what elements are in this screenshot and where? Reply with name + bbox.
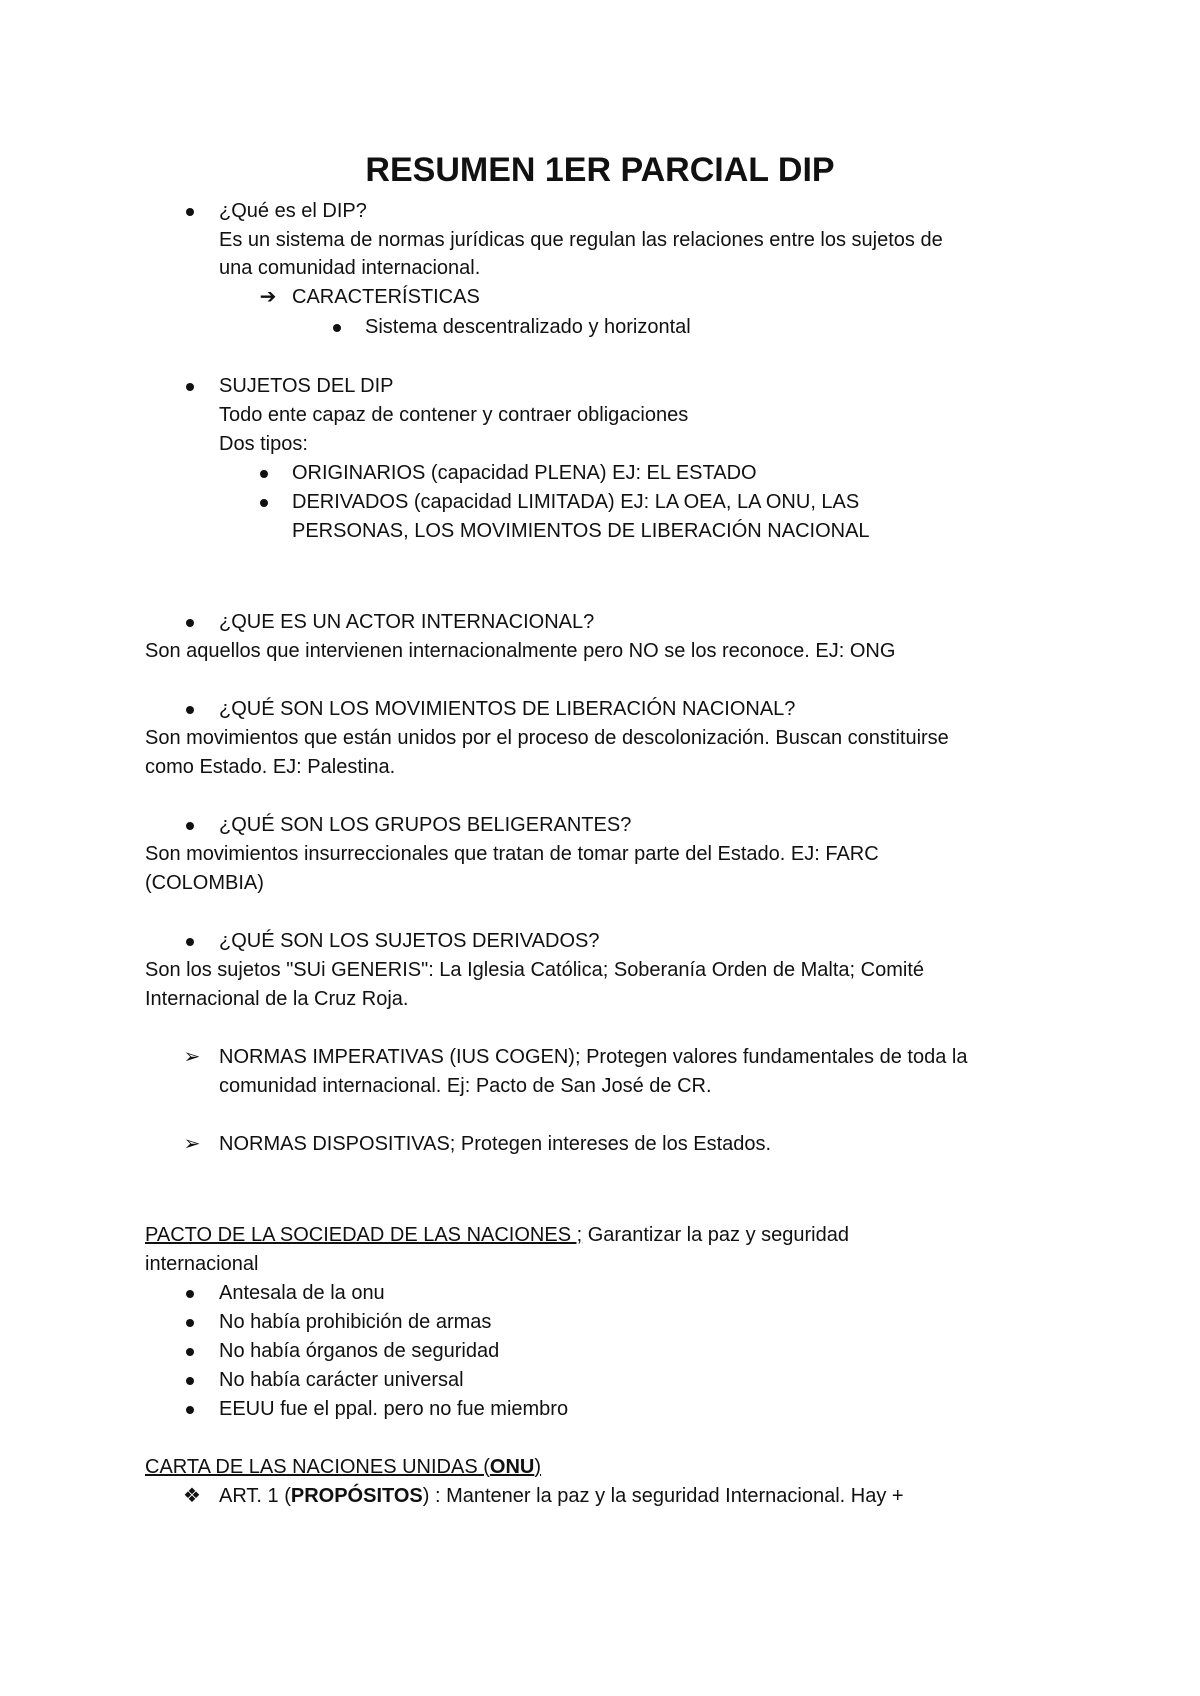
derivados-definition-line-1: Son los sujetos "SUi GENERIS": La Iglesia Católica; Soberanía Orden de Malta; Comité: [145, 959, 925, 981]
pacto-item: EEUU fue el ppal. pero no fue miembro: [219, 1398, 569, 1420]
sujetos-heading: SUJETOS DEL DIP: [219, 375, 394, 397]
mln-definition-line-2: como Estado. EJ: Palestina.: [145, 756, 396, 778]
bullet-dot: [260, 499, 268, 507]
bullet-dot: [186, 208, 194, 216]
bullet-dot: [186, 1319, 194, 1327]
arrowhead-bullet-icon: ➢: [183, 1133, 201, 1155]
mln-definition-line-1: Son movimientos que están unidos por el proceso de descolonización. Buscan constituirse: [145, 727, 949, 749]
bullet-dot: [186, 1377, 194, 1385]
pacto-description: Garantizar la paz y seguridad: [582, 1224, 849, 1246]
beligerantes-definition-line-1: Son movimientos insurreccionales que tratan de tomar parte del Estado. EJ: FARC: [145, 843, 879, 865]
art1-line: [219, 1482, 904, 1511]
pacto-item: No había carácter universal: [219, 1369, 464, 1391]
derivados-item-line-2: PERSONAS, LOS MOVIMIENTOS DE LIBERACIÓN NACIONAL: [292, 520, 870, 542]
pacto-line-1: [145, 1221, 849, 1250]
bullet-dot: [186, 1348, 194, 1356]
originarios-item: ORIGINARIOS (capacidad PLENA) EJ: EL ESTADO: [292, 462, 757, 484]
carta-heading-onu: ONU: [489, 1456, 535, 1478]
bullet-dot: [260, 470, 268, 478]
pacto-item: No había prohibición de armas: [219, 1311, 492, 1333]
bullet-dot: [186, 619, 194, 627]
question-beligerantes: ¿QUÉ SON LOS GRUPOS BELIGERANTES?: [219, 814, 632, 836]
bullet-dot: [186, 822, 194, 830]
pacto-item: No había órganos de seguridad: [219, 1340, 500, 1362]
dos-tipos-label: Dos tipos:: [219, 433, 308, 455]
arrow-bullet-icon: ➔: [259, 286, 277, 308]
beligerantes-definition-line-2: (COLOMBIA): [145, 872, 264, 894]
carta-heading-text: CARTA DE LAS NACIONES UNIDAS (: [145, 1456, 490, 1478]
dip-definition-line-2: una comunidad internacional.: [219, 257, 481, 279]
question-dip: ¿Qué es el DIP?: [219, 200, 367, 222]
bullet-dot: [186, 1406, 194, 1414]
bullet-dot: [333, 324, 341, 332]
sujetos-definition: Todo ente capaz de contener y contraer obligaciones: [219, 404, 689, 426]
question-derivados: ¿QUÉ SON LOS SUJETOS DERIVADOS?: [219, 930, 600, 952]
pacto-item: Antesala de la onu: [219, 1282, 385, 1304]
caracteristicas-item: Sistema descentralizado y horizontal: [365, 316, 691, 338]
carta-heading: [145, 1453, 541, 1482]
bullet-dot: [186, 706, 194, 714]
question-mln: ¿QUÉ SON LOS MOVIMIENTOS DE LIBERACIÓN NACIONAL?: [219, 698, 796, 720]
question-actor: ¿QUE ES UN ACTOR INTERNACIONAL?: [219, 611, 595, 633]
actor-definition: Son aquellos que intervienen internacionalmente pero NO se los reconoce. EJ: ONG: [145, 640, 896, 662]
document-title: RESUMEN 1ER PARCIAL DIP: [365, 151, 835, 189]
pacto-line-2: internacional: [145, 1253, 259, 1275]
carta-heading-close: ): [534, 1456, 542, 1478]
pacto-heading: PACTO DE LA SOCIEDAD DE LAS NACIONES ;: [145, 1224, 583, 1246]
art1-propositos: PROPÓSITOS: [290, 1485, 423, 1507]
bullet-dot: [186, 383, 194, 391]
imperativas-line-2: comunidad internacional. Ej: Pacto de San José de CR.: [219, 1075, 712, 1097]
caracteristicas-label: CARACTERÍSTICAS: [292, 286, 480, 308]
art1-text: ) : Mantener la paz y la seguridad Internacional. Hay +: [422, 1485, 904, 1507]
dispositivas-line: NORMAS DISPOSITIVAS; Protegen intereses de los Estados.: [219, 1133, 772, 1155]
diamond-bullet-icon: ❖: [183, 1485, 201, 1507]
derivados-item-line-1: DERIVADOS (capacidad LIMITADA) EJ: LA OEA, LA ONU, LAS: [292, 491, 860, 513]
imperativas-line-1: NORMAS IMPERATIVAS (IUS COGEN); Protegen valores fundamentales de toda la: [219, 1046, 968, 1068]
dip-definition-line-1: Es un sistema de normas jurídicas que regulan las relaciones entre los sujetos de: [219, 229, 943, 251]
bullet-dot: [186, 1290, 194, 1298]
derivados-definition-line-2: Internacional de la Cruz Roja.: [145, 988, 409, 1010]
arrowhead-bullet-icon: ➢: [183, 1046, 201, 1068]
art1-label: ART. 1 (: [219, 1485, 291, 1507]
bullet-dot: [186, 938, 194, 946]
